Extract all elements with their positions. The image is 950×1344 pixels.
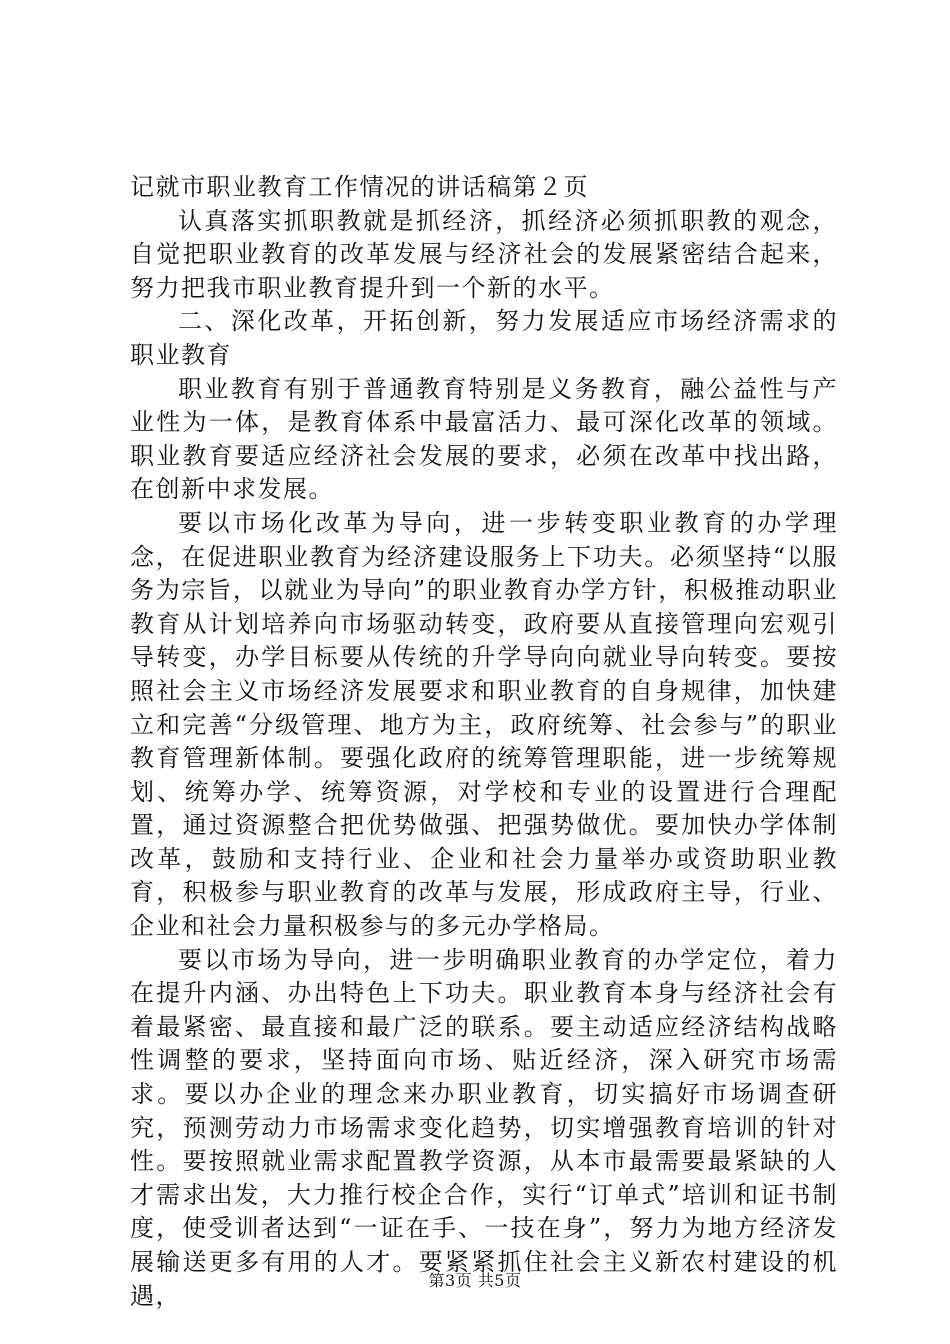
document-heading: 记就市职业教育工作情况的讲话稿第２页: [130, 173, 589, 201]
page-footer: 第3页 共5页: [428, 1271, 522, 1290]
section-heading: 二、深化改革，开拓创新，努力发展适应市场经济需求的职业教育: [130, 307, 838, 369]
paragraph: 要以市场化改革为导向，进一步转变职业教育的办学理念，在促进职业教育为经济建设服务上下功夫。必须坚持“以服务为宗旨，以就业为导向”的职业教育办学方针，积极推动职业教育从计划培养向市场驱动转变，政府要从直接管理向宏观引导转变，办学目标要从传统的升学导向向就业导向转变。要按照社会主义市场经济发展要求和职业教育的自身规律，加快建立和完善“分级管理、地方为主，政府统筹、社会参与”的职业教育管理新体制。要强化政府的统筹管理职能，进一步统筹规划、统筹办学、统筹资源，对学校和专业的设置进行合理配置，通过资源整合把优势做强、把强势做优。要加快办学体制改革，鼓励和支持行业、企业和社会力量举办或资助职业教育，积极参与职业教育的改革与发展，形成政府主导，行业、企业和社会力量积极参与的多元办学格局。: [130, 508, 838, 941]
paragraph: 要以市场为导向，进一步明确职业教育的办学定位，着力在提升内涵、办出特色上下功夫。职业教育本身与经济社会有着最紧密、最直接和最广泛的联系。要主动适应经济结构战略性调整的要求，坚持面向市场、贴近经济，深入研究市场需求。要以办企业的理念来办职业教育，切实搞好市场调查研究，预测劳动力市场需求变化趋势，切实增强教育培训的针对性。要按照就业需求配置教学资源，从本市最需要最紧缺的人才需求出发，大力推行校企合作，实行“订单式”培训和证书制度，使受训者达到“一证在手、一技在身”，努力为地方经济发展输送更多有用的人才。要紧紧抓住社会主义新农村建设的机遇，: [130, 945, 838, 1310]
document-body: [130, 171, 838, 1313]
paragraph: 职业教育有别于普通教育特别是义务教育，融公益性与产业性为一体，是教育体系中最富活力、最可深化改革的领域。职业教育要适应经济社会发展的要求，必须在改革中找出路，在创新中求发展。: [130, 374, 838, 504]
paragraph: 认真落实抓职教就是抓经济，抓经济必须抓职教的观念，自觉把职业教育的改革发展与经济社会的发展紧密结合起来，努力把我市职业教育提升到一个新的水平。: [130, 206, 838, 302]
